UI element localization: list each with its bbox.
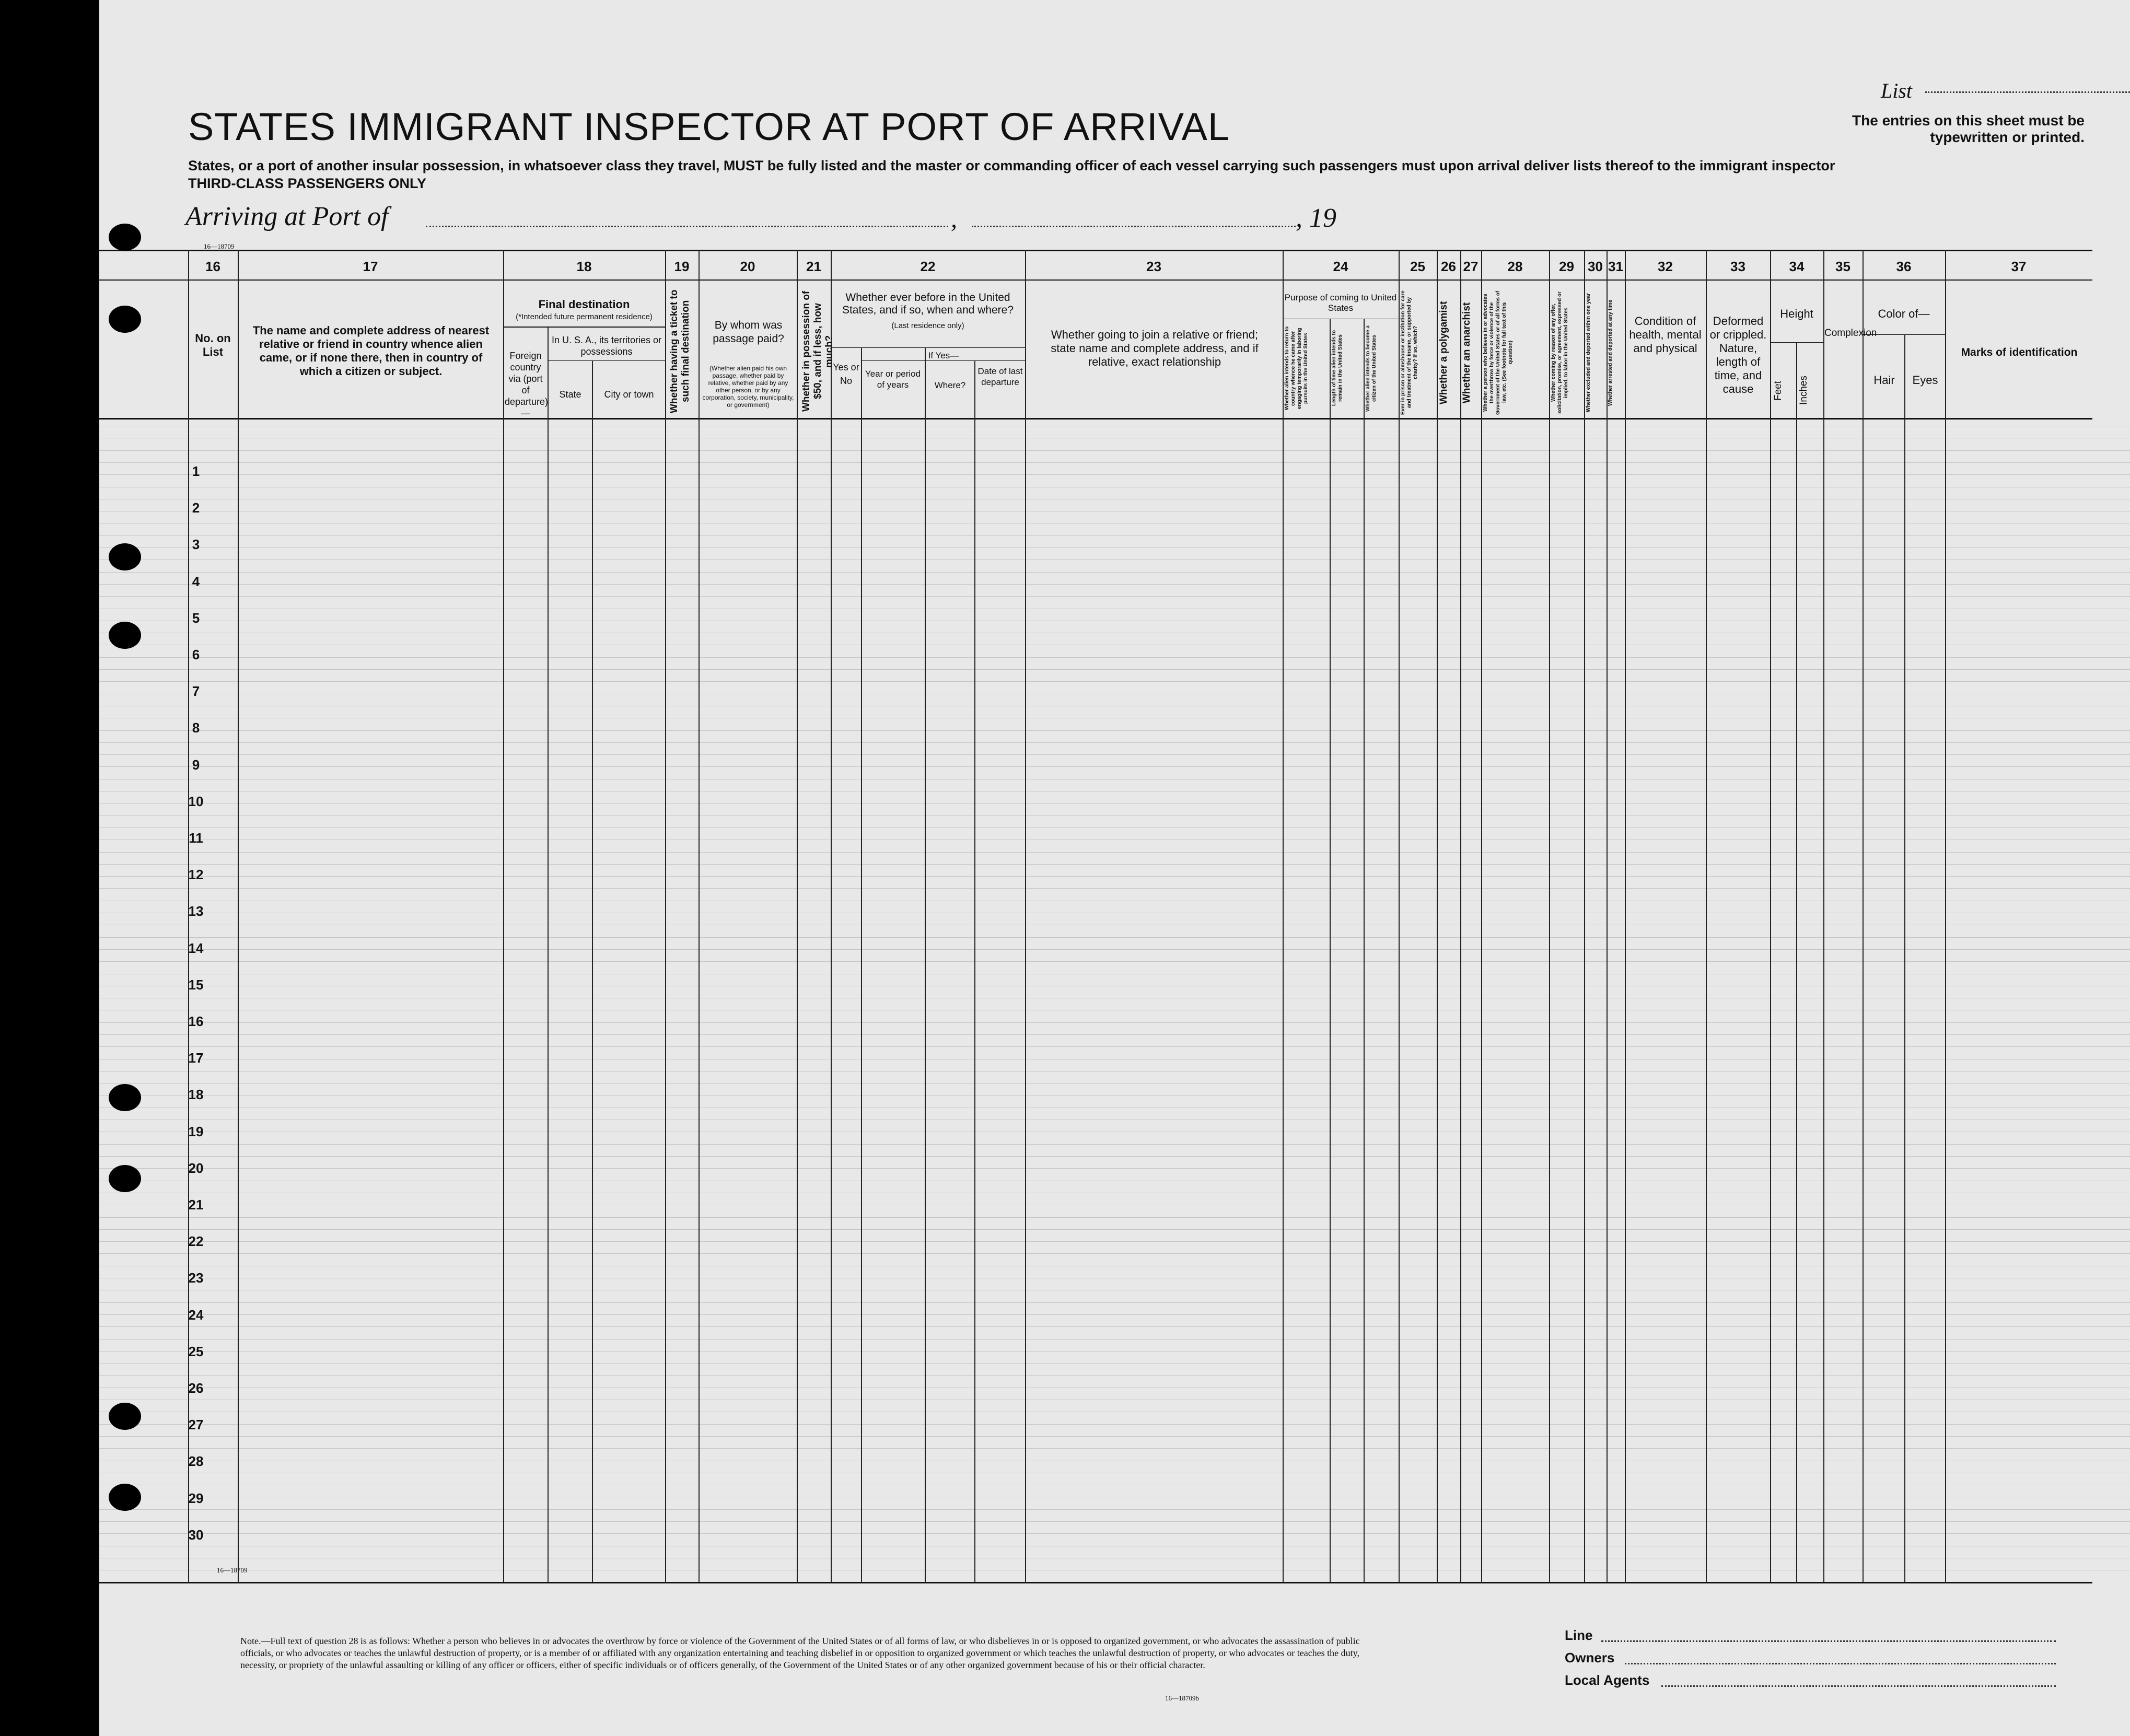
row-rule <box>99 1509 2130 1510</box>
row-number: 20 <box>188 1160 204 1176</box>
row-number: 25 <box>188 1343 204 1359</box>
col-divider <box>1706 250 1707 1582</box>
header-final-destination-sub: (*Intended future permanent residence) <box>516 312 653 321</box>
header-final-destination: Final destination <box>538 298 630 311</box>
col-divider <box>1025 250 1026 1582</box>
row-number: 12 <box>188 867 204 883</box>
year-prefix: , 19 <box>1296 203 1336 233</box>
row-number: 14 <box>188 940 204 956</box>
sub-border-34 <box>1770 342 1823 343</box>
row-rule <box>99 596 2130 597</box>
typewritten-note: The entries on this sheet must be typewritten or printed. <box>1852 112 2085 145</box>
header-overthrow: Whether a person who believes in or advocates the overthrow by force or violence of the Government of the United States or of all forms of law, etc. (See footnote for full text of this question) <box>1483 290 1514 415</box>
row-rule <box>99 681 2130 682</box>
col-divider <box>1945 250 1946 1582</box>
row-number: 26 <box>188 1380 204 1396</box>
colnum-37: 37 <box>2011 259 2027 274</box>
header-nearest-relative: The name and complete address of nearest relative or friend in country whence alien came, or if none there, then in country of which a citizen or subject. <box>252 324 490 378</box>
header-fifty-dollars: Whether in possession of $50, and if less, how much? <box>801 290 835 412</box>
colnum-35: 35 <box>1835 259 1850 274</box>
header-color-of: Color of— <box>1878 307 1930 320</box>
owners-field[interactable] <box>1625 1663 2056 1664</box>
row-number: 3 <box>192 537 200 553</box>
header-feet: Feet <box>1773 380 1784 401</box>
header-purpose-length: Length of time alien intends to remain in the United States <box>1331 330 1343 406</box>
arriving-port-label: Arriving at Port of <box>185 202 389 231</box>
header-hair: Hair <box>1873 374 1895 387</box>
header-bottom-border <box>99 418 2092 420</box>
row-number: 28 <box>188 1453 204 1470</box>
col-divider <box>1863 250 1864 1582</box>
header-excluded: Whether excluded and deported within one year <box>1586 293 1591 412</box>
col-divider <box>1607 250 1608 1582</box>
row-number: 23 <box>188 1270 204 1286</box>
row-rule <box>99 1229 2130 1230</box>
binder-hole <box>109 1165 141 1192</box>
row-number: 10 <box>188 793 204 809</box>
row-rule <box>99 1302 2130 1303</box>
row-rule <box>99 961 2130 962</box>
header-deformed: Deformed or crippled. Nature, length of time, and cause <box>1709 314 1767 395</box>
header-purpose-return: Whether alien intends to return to country whence he came after engaging temporarily in laboring pursuits in the United States <box>1284 327 1309 411</box>
row-rule <box>99 949 2130 950</box>
row-rule <box>99 1156 2130 1157</box>
row-number: 4 <box>192 573 200 589</box>
colnum-30: 30 <box>1588 259 1603 274</box>
colnum-33: 33 <box>1730 259 1745 274</box>
col-divider <box>1364 319 1365 1582</box>
row-rule <box>99 669 2130 670</box>
header-no-on-list: No. on List <box>195 332 231 358</box>
col-divider <box>548 327 549 1582</box>
colnum-29: 29 <box>1559 259 1574 274</box>
header-health: Condition of health, mental and physical <box>1629 314 1702 355</box>
col-divider <box>503 250 504 1582</box>
row-rule <box>99 1424 2130 1425</box>
row-number: 2 <box>192 500 200 516</box>
col-divider <box>1481 250 1482 1582</box>
colnum-21: 21 <box>806 259 821 274</box>
colnum-28: 28 <box>1507 259 1523 274</box>
row-rule <box>99 1448 2130 1449</box>
header-inches: Inches <box>1798 376 1809 405</box>
row-rule <box>99 876 2130 877</box>
col-divider <box>1549 250 1550 1582</box>
col-divider <box>665 250 666 1582</box>
col-divider <box>238 250 239 1582</box>
arriving-date-field[interactable] <box>972 226 1296 227</box>
colnum-23: 23 <box>1146 259 1161 274</box>
header-height: Height <box>1780 307 1813 320</box>
col-divider <box>797 250 798 1582</box>
row-number: 13 <box>188 903 204 919</box>
colnum-17: 17 <box>363 259 378 274</box>
colnum-36: 36 <box>1896 259 1912 274</box>
header-join-relative: Whether going to join a relative or friend; state name and complete address, and if relative, exact relationship <box>1051 328 1259 368</box>
col-divider <box>592 360 593 1582</box>
row-rule <box>99 1521 2130 1522</box>
list-label: List <box>1881 79 1913 102</box>
row-number: 24 <box>188 1307 204 1323</box>
colnum-16: 16 <box>205 259 220 274</box>
col-divider <box>1330 319 1331 1582</box>
row-rule <box>99 937 2130 938</box>
date-comma: , <box>951 205 957 233</box>
header-purpose: Purpose of coming to United States <box>1284 293 1397 313</box>
form-code-top: 16—18709 <box>204 242 235 250</box>
header-where: Where? <box>934 380 966 390</box>
col-divider <box>699 250 700 1582</box>
row-number: 17 <box>188 1050 204 1066</box>
col-divider <box>831 250 832 1582</box>
row-number: 5 <box>192 610 200 626</box>
row-rule <box>99 1217 2130 1218</box>
colnum-bottom-border <box>99 279 2092 281</box>
row-rule <box>99 1046 2130 1047</box>
row-number: 7 <box>192 683 200 700</box>
row-rule <box>99 742 2130 743</box>
col-divider <box>1399 250 1400 1582</box>
row-rule <box>99 1375 2130 1376</box>
colnum-24: 24 <box>1333 259 1348 274</box>
local-agents-label: Local Agents <box>1565 1672 1650 1688</box>
sub-border-22 <box>831 347 1025 348</box>
row-rule <box>99 572 2130 573</box>
header-purpose-citizen: Whether alien intends to become a citizen of the United States <box>1365 325 1377 412</box>
row-rule <box>99 1326 2130 1327</box>
binder-hole <box>109 306 141 333</box>
row-rule <box>99 815 2130 816</box>
header-passage-paid-sub: (Whether alien paid his own passage, whether paid by relative, whether paid by any other person, or by any corporation, society, municipality, or government) <box>702 365 794 409</box>
row-rule <box>99 462 2130 463</box>
row-rule <box>99 1533 2130 1534</box>
row-rule <box>99 450 2130 451</box>
col-divider <box>1460 250 1461 1582</box>
row-number: 30 <box>188 1527 204 1543</box>
header-ever-before-us: Whether ever before in the United States, and if so, when and where? <box>842 292 1014 316</box>
colnum-31: 31 <box>1608 259 1623 274</box>
binder-hole <box>109 224 141 251</box>
colnum-25: 25 <box>1410 259 1425 274</box>
binder-hole <box>109 1403 141 1430</box>
row-rule <box>99 730 2130 731</box>
header-prison: Ever in prison or almshouse or institution for care and treatment of the insane, or supported by charity? If so, which? <box>1400 290 1418 415</box>
row-number: 29 <box>188 1490 204 1506</box>
header-labor-offer: Whether coming by reason of any offer, solicitation, promise, or agreement, expressed or implied, to labor in the United States <box>1551 292 1569 414</box>
row-rule <box>99 864 2130 865</box>
row-rule <box>99 474 2130 475</box>
row-number: 6 <box>192 647 200 662</box>
row-rule <box>99 1144 2130 1145</box>
form-code-bottom: 16—18709 <box>217 1566 248 1574</box>
colnum-22: 22 <box>920 259 936 274</box>
footnote-question-28: Note.—Full text of question 28 is as follows: Whether a person who believes in or advocates the overthrow by force or violence of the Government of the United States or of all forms of law, or who disbelieves in or is opposed to organized government, or who advocates the assassination of public officials, or who advocates or teaches the unlawful destruction of property, or is a member of or affiliated with any organization entertaining and teaching disbelief in or opposition to organized government or which teaches the unlawful destruction of property, or who advocates or teaches the duty, necessity, or propriety of the unlawful assaulting or killing of any officer or officers, either of specific individuals or of officers generally, of the Government of the United States or of any other organized government because of his or their official character. <box>240 1636 1360 1670</box>
col-divider <box>974 360 975 1582</box>
header-complexion: Complexion <box>1824 328 1877 339</box>
col-divider <box>925 347 926 1582</box>
line-label: Line <box>1565 1627 1593 1643</box>
header-anarchist: Whether an anarchist <box>1461 302 1472 403</box>
col-divider <box>1283 250 1284 1582</box>
header-arrested: Whether arrested and deported at any time <box>1608 299 1613 406</box>
header-if-yes: If Yes— <box>928 351 959 360</box>
row-rule <box>99 888 2130 889</box>
row-number: 16 <box>188 1013 204 1029</box>
row-number: 27 <box>188 1417 204 1433</box>
row-rule <box>99 1253 2130 1254</box>
row-rule <box>99 535 2130 536</box>
header-in-usa: In U. S. A., its territories or possessions <box>551 335 662 357</box>
header-year-period: Year or period of years <box>865 369 921 390</box>
owners-label: Owners <box>1565 1650 1615 1665</box>
row-number: 15 <box>188 976 204 993</box>
sub-border-18 <box>503 327 665 328</box>
header-polygamist: Whether a polygamist <box>1438 301 1449 404</box>
header-ticket: Whether having a ticket to such final destination <box>669 289 691 413</box>
col-divider <box>1625 250 1626 1582</box>
row-rule <box>99 1436 2130 1437</box>
row-number: 1 <box>192 463 200 479</box>
binder-hole <box>109 543 141 570</box>
colnum-18: 18 <box>576 259 592 274</box>
row-number: 9 <box>192 756 200 773</box>
header-city: City or town <box>604 389 654 400</box>
colnum-20: 20 <box>740 259 755 274</box>
arriving-port-field[interactable] <box>426 226 948 227</box>
row-rule <box>99 766 2130 767</box>
row-number: 8 <box>192 720 200 736</box>
header-passage-paid: By whom was passage paid? <box>713 319 784 345</box>
row-rule <box>99 547 2130 548</box>
col-divider <box>1823 250 1824 1582</box>
row-number: 21 <box>188 1197 204 1213</box>
header-last-residence: (Last residence only) <box>891 321 964 330</box>
row-number: 18 <box>188 1087 204 1103</box>
form-subtitle: States, or a port of another insular possession, in whatsoever class they travel, MUST be fully listed and the master or commanding officer of each vessel carrying such passengers must upon arrival deliver lists thereof to the immigrant inspector THIRD-CLASS PASSENGERS ONLY <box>188 158 1835 191</box>
manifest-sheet <box>99 0 2130 1736</box>
row-rule <box>99 584 2130 585</box>
colnum-27: 27 <box>1463 259 1479 274</box>
sub-border-18b <box>548 360 665 361</box>
header-foreign-country: Foreign country via (port of departure)— <box>505 351 549 418</box>
table-top-border <box>99 250 2092 251</box>
header-eyes: Eyes <box>1912 374 1938 387</box>
binder-hole <box>109 622 141 649</box>
form-code-note: 16—18709b <box>1165 1694 1199 1702</box>
row-rule <box>99 1034 2130 1035</box>
binder-hole <box>109 1084 141 1111</box>
row-rule <box>99 1314 2130 1315</box>
row-number: 11 <box>189 830 203 846</box>
col-divider <box>1584 250 1585 1582</box>
row-rule <box>99 1022 2130 1023</box>
row-number: 22 <box>188 1233 204 1250</box>
form-title: STATES IMMIGRANT INSPECTOR AT PORT OF ARRIVAL <box>188 105 1230 148</box>
row-rule <box>99 1363 2130 1364</box>
table-bottom-border <box>99 1582 2092 1583</box>
header-date-departure: Date of last departure <box>977 366 1023 387</box>
line-field[interactable] <box>1601 1640 2056 1642</box>
colnum-19: 19 <box>674 259 690 274</box>
local-agents-field[interactable] <box>1661 1685 2056 1687</box>
binder-hole <box>109 1484 141 1511</box>
col-divider <box>1437 250 1438 1582</box>
list-number-line[interactable] <box>1925 91 2130 93</box>
row-number: 19 <box>188 1123 204 1139</box>
col-divider <box>861 347 862 1582</box>
header-yes-no: Yes or No <box>833 362 859 386</box>
colnum-32: 32 <box>1658 259 1673 274</box>
row-rule <box>99 852 2130 853</box>
row-rule <box>99 657 2130 658</box>
col-divider <box>1770 250 1771 1582</box>
col-divider <box>1796 342 1797 1582</box>
row-rule <box>99 1241 2130 1242</box>
colnum-34: 34 <box>1789 259 1805 274</box>
row-rule <box>99 1168 2130 1169</box>
header-marks: Marks of identification <box>1961 346 2078 358</box>
header-state: State <box>559 389 581 400</box>
colnum-26: 26 <box>1441 259 1456 274</box>
col-divider <box>1904 334 1905 1582</box>
row-rule <box>99 754 2130 755</box>
